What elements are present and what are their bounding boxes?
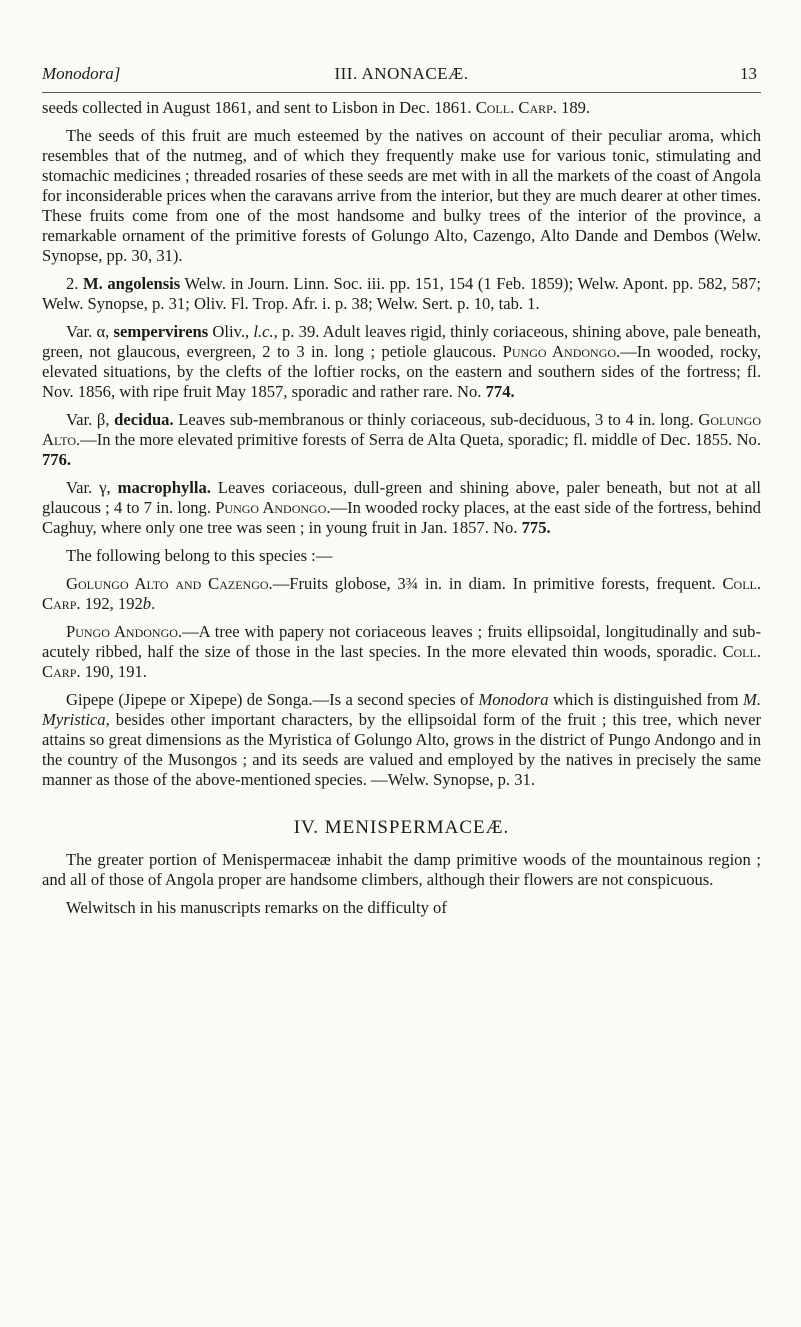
specimen-number: 775. bbox=[521, 518, 551, 537]
variety-sempervirens bbox=[42, 322, 761, 402]
locality-golungo-cazengo bbox=[42, 574, 761, 614]
species-name: M. Myristica bbox=[42, 690, 762, 729]
locality: Pungo Andongo. bbox=[502, 342, 621, 361]
paragraph-seeds-uses: The seeds of this fruit are much esteemed by the natives on account of their peculiar aroma, which resembles that of the nutmeg, and of which they frequently make use for various tonic, stimulating and stomachic medicines ; threaded rosaries of these seeds are met with in all the markets of the coast of Angola for inconsiderable prices when the caravans arrive from the interior, but they are much dearer at other times. These fruits come from one of the most handsome and bulky trees of the interior of the province, a remarkable ornament of the primitive forests of Golungo Alto, Cazengo, Alto Dande and Dembos (Welw. Synopse, pp. 30, 31). bbox=[42, 126, 761, 265]
text: 190, 191. bbox=[84, 662, 147, 681]
text: 192, 192 bbox=[84, 594, 143, 613]
species-name: M. angolensis bbox=[83, 274, 181, 293]
paragraph-menispermaceae: The greater portion of Menispermaceæ inhabit the damp primitive woods of the mountainous region ; and all of those of Angola proper are handsome climbers, although their flowers are not conspicuous. bbox=[42, 850, 761, 889]
text: seeds collected in August 1861, and sent to Lisbon in Dec. 1861. bbox=[42, 98, 472, 117]
header-rule bbox=[42, 92, 761, 93]
genus-name: Monodora bbox=[478, 690, 549, 709]
section-title: IV. MENISPERMACEÆ. bbox=[293, 817, 510, 838]
paragraph-welwitsch: Welwitsch in his manuscripts remarks on the difficulty of bbox=[66, 898, 447, 917]
text: Oliv., bbox=[212, 322, 254, 341]
specimen-number: 774. bbox=[485, 382, 515, 401]
text: Leaves sub-membranous or thinly coriaceous, sub-deciduous, 3 to 4 in. long. bbox=[178, 410, 694, 429]
variety-decidua bbox=[42, 410, 761, 470]
locality: Pungo Andongo. bbox=[66, 622, 183, 641]
collection-ref: Coll. Carp. bbox=[42, 642, 761, 681]
header-family: III. ANONACEÆ. bbox=[334, 64, 469, 83]
page-number: 13 bbox=[740, 64, 757, 83]
species-references: Welw. in Journ. Linn. Soc. iii. pp. 151, 154 (1 Feb. 1859); Welw. Apont. pp. 582, 587; Welw. Synopse, p. 31; Oliv. Fl. Trop. Afr. i. p. 38; Welw. Sert. p. 10, tab. 1. bbox=[42, 274, 761, 313]
text: Leaves coriaceous, dull-green and shining above, paler beneath, but not at all glaucous ; 4 to 7 in. long. bbox=[42, 478, 762, 517]
collection-ref: Coll. Carp. 189. bbox=[475, 98, 591, 117]
variety-label: Var. γ, bbox=[66, 478, 111, 497]
species-number: 2. bbox=[66, 274, 79, 293]
text: —In the more elevated primitive forests of Serra de Alta Queta, sporadic; fl. middle of Dec. 1855. No. bbox=[80, 430, 761, 449]
variety-name: sempervirens bbox=[113, 322, 209, 341]
locality: Golungo Alto and Cazengo. bbox=[66, 574, 273, 593]
variety-macrophylla bbox=[42, 478, 761, 538]
variety-label: Var. α, bbox=[66, 322, 110, 341]
collection-ref: Coll. Carp. bbox=[42, 574, 762, 613]
variety-label: Var. β, bbox=[66, 410, 110, 429]
loc-cit: l.c. bbox=[253, 322, 274, 341]
variety-name: decidua. bbox=[114, 410, 174, 429]
text: Gipepe (Jipepe or Xipepe) de Songa.—Is a second species of bbox=[66, 690, 474, 709]
text: . bbox=[151, 594, 156, 613]
text: —Fruits globose, 3¾ in. in diam. In primitive forests, frequent. bbox=[272, 574, 716, 593]
paragraph-seeds-collected bbox=[42, 98, 761, 118]
paragraph-gipepe bbox=[42, 690, 761, 790]
text: —A tree with papery not coriaceous leaves ; fruits ellipsoidal, longitudinally and sub-acutely ribbed, half the size of those in the last species. In the more elevated thin woods, sporadic. bbox=[42, 622, 761, 661]
specimen-number: 776. bbox=[42, 450, 72, 469]
page-body bbox=[42, 98, 761, 918]
locality: Golungo Alto. bbox=[42, 410, 761, 449]
running-header bbox=[42, 58, 761, 98]
paragraph-following: The following belong to this species :— bbox=[66, 546, 333, 565]
text: , p. 39. Adult leaves rigid, thinly coriaceous, shining above, pale beneath, green, not glaucous, evergreen, 2 to 3 in. long ; petiole glaucous. bbox=[42, 322, 761, 361]
text: which is distinguished from bbox=[552, 690, 739, 709]
species-angolensis bbox=[42, 274, 761, 314]
text: —In wooded rocky places, at the east side of the fortress, behind Caghuy, where only one tree was seen ; in young fruit in Jan. 1857. No. bbox=[42, 498, 761, 537]
variety-name: macrophylla. bbox=[117, 478, 211, 497]
text: —In wooded, rocky, elevated situations, by the clefts of the loftier rocks, on the eastern and southern sides of the fortress; fl. Nov. 1856, with ripe fruit May 1857, sporadic and rather rare. No. bbox=[42, 342, 761, 401]
text: , besides other important characters, by the ellipsoidal form of the fruit ; this tree, which never attains so great dimensions as the Myristica of Golungo Alto, grows in the district of Pungo Andongo and in the country of the Musongos ; and its seeds are valued and employed by the natives in precisely the same manner as those of the above-mentioned species. —Welw. Synopse, p. 31. bbox=[42, 710, 761, 789]
locality: Pungo Andongo. bbox=[215, 498, 331, 517]
text: b bbox=[142, 594, 152, 613]
header-genus: Monodora] bbox=[42, 64, 121, 83]
locality-pungo-andongo bbox=[42, 622, 761, 682]
